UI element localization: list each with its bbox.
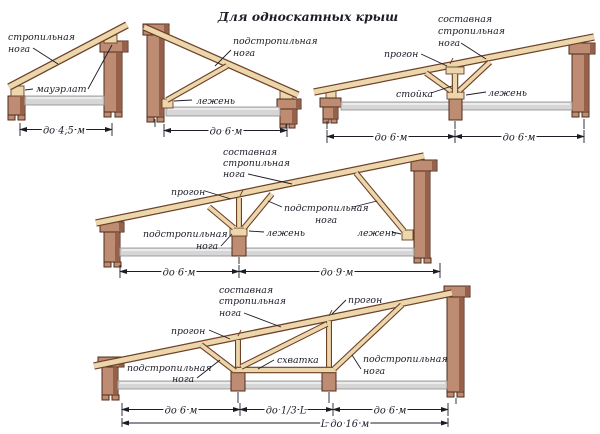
d5-right-wall — [444, 286, 470, 397]
diagram-2-strutted-rafter — [143, 24, 318, 138]
d4-floor-slab — [120, 248, 414, 256]
d5-dim-overall-text: L до 16 м — [320, 419, 370, 430]
d5-under-rafter-right-label-line1: подстропильная — [363, 354, 448, 365]
d2-dim-text: до 6 м — [209, 126, 243, 138]
d4-dimensions — [120, 257, 440, 279]
d5-composite-label-line1: составная — [219, 285, 274, 296]
d1-floor-slab — [25, 96, 104, 105]
d3-post-label: стойка — [396, 89, 434, 100]
d3-purlin-beam — [446, 67, 464, 74]
d4-strut-left — [209, 207, 234, 228]
d1-rafter-label-line2: нога — [8, 44, 31, 55]
d5-under-rafter-right-label-line2: нога — [363, 366, 386, 377]
d1-rafter-label-line1: стропильная — [8, 32, 75, 43]
d2-right-wall — [277, 91, 301, 128]
d4-dim-right-text: до 9 м — [320, 267, 354, 279]
figure-title: Для односкатных крыш — [217, 9, 399, 24]
d5-composite-label-line2: стропильная — [219, 296, 286, 307]
d4-composite-label-line2: стропильная — [223, 158, 290, 169]
d5-dim-mid-text: до 1/3 L — [265, 405, 307, 417]
d4-ledger-right-label: лежень — [357, 228, 397, 239]
d1-left-wall — [8, 86, 25, 120]
d5-under-rafter-left-label-line1: подстропильная — [127, 363, 212, 374]
d4-strut-right — [244, 194, 272, 228]
diagram-1-simple-rafter — [8, 25, 128, 137]
d4-wall-strut — [356, 173, 404, 231]
diagram-4-six-nine — [96, 147, 440, 279]
d5-floor-slab — [118, 381, 447, 389]
d3-purlin-leader — [421, 54, 447, 66]
d4-under-rafter-left-label-line1: подстропильная — [143, 229, 228, 240]
d3-dim-left-text: до 6 м — [374, 132, 408, 144]
d4-left-wall — [100, 222, 124, 267]
d5-composite-label-line3: нога — [219, 308, 242, 319]
d4-purlin-label: прогон — [171, 187, 206, 198]
d2-under-rafter-label-line1: подстропильная — [233, 36, 318, 47]
d1-dimension — [20, 123, 112, 137]
d5-purlin-left-label: прогон — [171, 326, 206, 337]
d4-under-rafter-right-label-line1: подстропильная — [284, 203, 369, 214]
d3-left-wall — [320, 90, 341, 123]
d4-right-wall — [402, 160, 437, 263]
d5-pier-1 — [231, 372, 245, 391]
d3-dimensions — [327, 119, 584, 144]
diagram-5-long-span — [94, 285, 470, 430]
d4-ledger-center-leader — [249, 231, 264, 232]
diagram-3-center-post — [314, 14, 595, 144]
d4-composite-leader — [248, 174, 292, 184]
d5-under-rafter-right-leader — [352, 355, 361, 369]
d1-mauerlat-leader-left — [25, 89, 33, 90]
d3-ledger-pad — [447, 92, 464, 99]
d5-composite-leader — [244, 313, 281, 327]
d3-ledger-leader — [466, 92, 486, 95]
d2-under-rafter-strut — [167, 66, 227, 100]
d1-rafter-leader — [33, 48, 58, 64]
d2-under-rafter-label-line2: нога — [233, 48, 256, 59]
d4-under-rafter-right-leader-a — [268, 201, 282, 207]
d4-composite-label-line3: нога — [223, 169, 246, 180]
d3-composite-leader — [461, 43, 486, 59]
d5-dim-left-text: до 6 м — [164, 405, 198, 417]
d2-ledger-label: лежень — [196, 96, 236, 107]
d5-dimensions — [122, 392, 456, 430]
d5-tie-label: схватка — [277, 355, 319, 366]
d4-dim-left-text: до 6 м — [162, 267, 196, 279]
d1-dim-text: до 4,5 м — [42, 125, 86, 137]
d1-mauerlat-label: мауэрлат — [36, 84, 87, 95]
d4-composite-label-line1: составная — [223, 147, 278, 158]
d4-ledger-center-label: лежень — [266, 228, 306, 239]
d3-center-pier — [447, 92, 464, 120]
d5-pier-2 — [322, 372, 336, 391]
d2-floor-slab — [166, 107, 280, 116]
d4-under-rafter-right-label-line2: нога — [315, 215, 338, 226]
d4-center-pier — [230, 228, 247, 256]
d4-ledger-block-right — [402, 230, 413, 240]
d3-composite-label-line1: составная — [438, 14, 493, 25]
d2-dimension — [155, 119, 287, 138]
d4-under-rafter-left-label-line2: нога — [196, 241, 219, 252]
d3-right-wall — [569, 43, 595, 117]
d2-ledger-leader — [174, 100, 192, 101]
d3-dim-right-text: до 6 м — [502, 132, 536, 144]
d5-under-rafter-left-label-line2: нога — [172, 374, 195, 385]
d5-purlin-right-label: прогон — [348, 295, 383, 306]
d3-composite-label-line2: стропильная — [438, 26, 505, 37]
d3-purlin-label: прогон — [384, 49, 419, 60]
d5-dim-right-text: до 6 м — [373, 405, 407, 417]
d3-composite-label-line3: нога — [438, 38, 461, 49]
d3-ledger-label: лежень — [488, 88, 528, 99]
